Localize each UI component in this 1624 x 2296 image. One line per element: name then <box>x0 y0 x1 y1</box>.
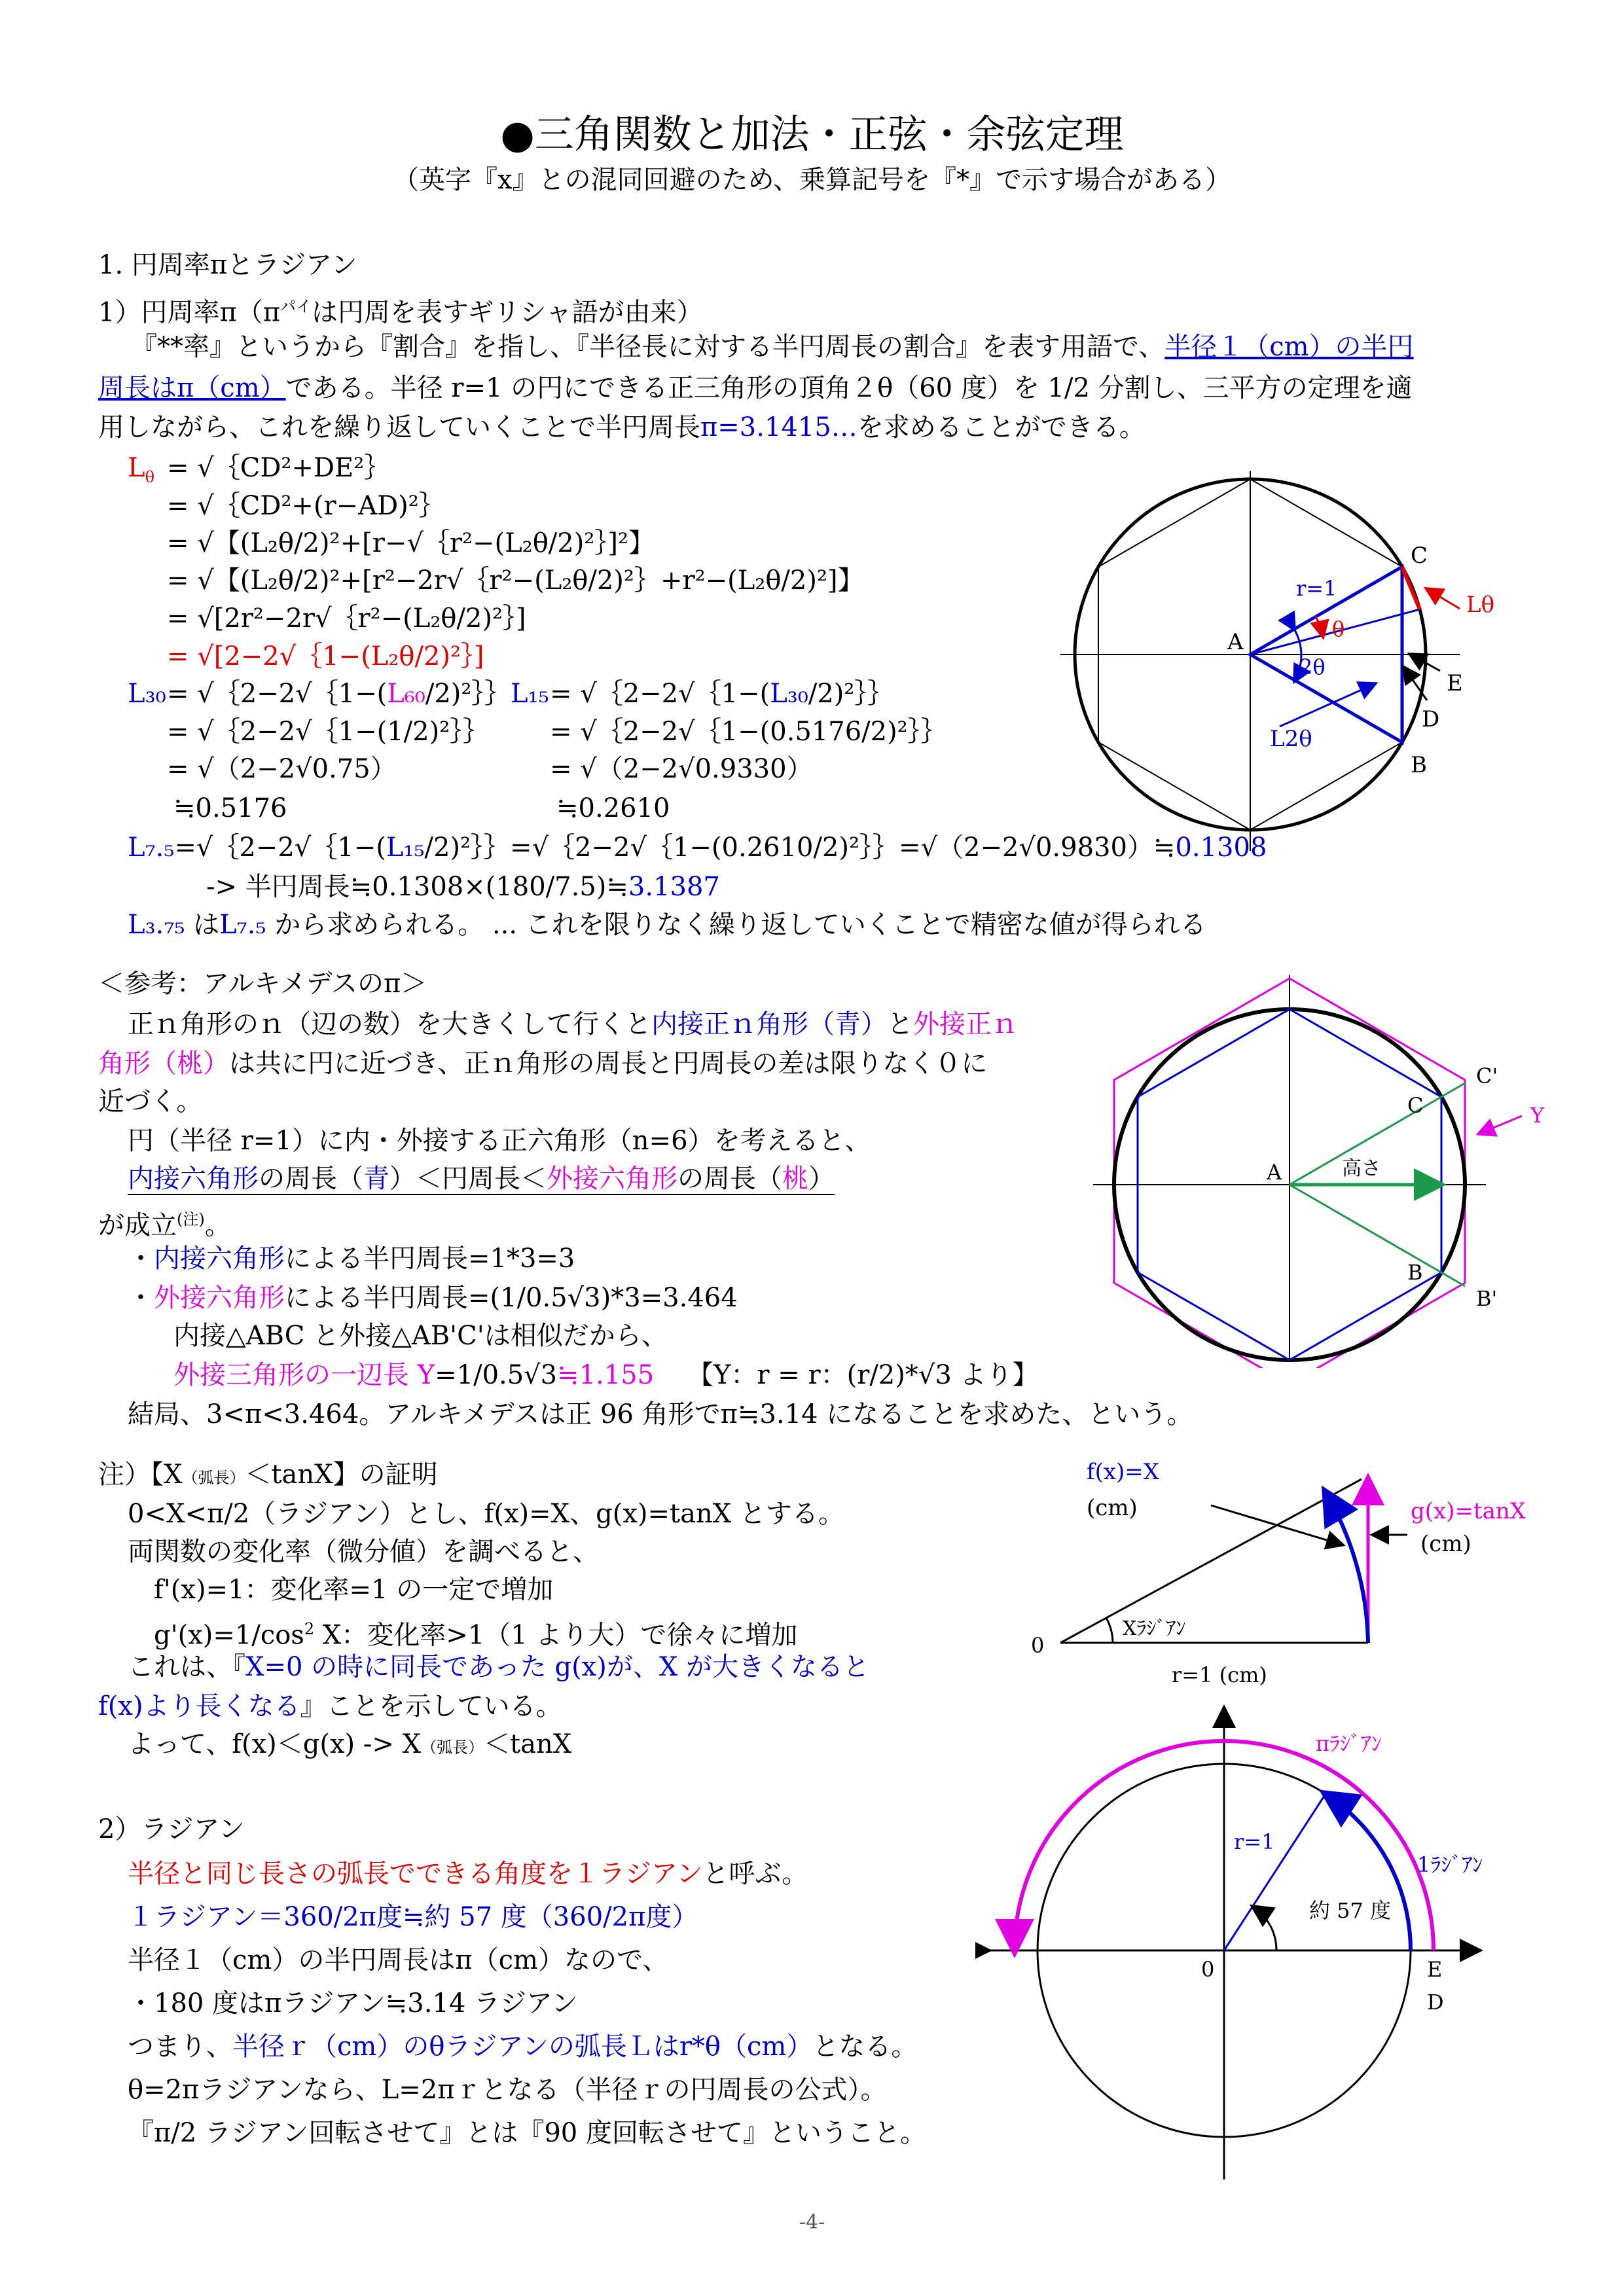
arrow-fx <box>1211 1505 1342 1545</box>
ref-line: 外接三角形の一辺長 Y=1/0.5√3≒1.155 【Y：r = r：(r/2)*√3 より】 <box>173 1360 1039 1390</box>
formula-line: = √｛CD²+(r−AD)²｝ <box>167 491 445 521</box>
note-line: よって、f(x)＜g(x) -> X（弧長）＜tanX <box>128 1729 572 1759</box>
arc-one-rad <box>1326 1794 1411 1950</box>
label-origin: 0 <box>1031 1633 1045 1658</box>
label-A: A <box>1227 629 1244 655</box>
formula-line: = √（2−2√0.9330） <box>550 754 813 784</box>
formula-line: = √｛2−2√｛1−(1/2)²｝｝ <box>167 717 490 747</box>
arc-fx <box>1326 1492 1368 1643</box>
radian-line: 半径１（cm）の半円周長はπ（cm）なので、 <box>128 1945 669 1975</box>
paragraph-line: 用しながら、これを繰り返していくことで半円周長π=3.1415…を求めることができる。 <box>98 412 1146 442</box>
label-pi-rad: πﾗｼﾞｱﾝ <box>1316 1731 1382 1756</box>
page-number: -4- <box>799 2211 825 2234</box>
label-theta: θ <box>1332 617 1345 641</box>
formula-line: ≒0.5176 <box>173 793 287 823</box>
page-title: ●三角関数と加法・正弦・余弦定理 <box>500 112 1124 158</box>
formula-line: = √｛2−2√｛1−(L₆₀/2)²｝｝ <box>167 679 511 709</box>
formula-line: = √｛2−2√｛1−(0.5176/2)²｝｝ <box>550 717 947 747</box>
label-height: 高さ <box>1342 1157 1381 1180</box>
formula-line: = √【(L₂θ/2)²+[r−√｛r²−(L₂θ/2)²｝]²】 <box>167 528 655 558</box>
formula-line: = √【(L₂θ/2)²+[r²−2r√｛r²−(L₂θ/2)²｝+r²−(L₂θ/2)²]】 <box>167 565 864 596</box>
formula-line: ≒0.2610 <box>556 793 670 823</box>
note-line: f'(x)=1：変化率=1 の一定で増加 <box>154 1575 554 1605</box>
note-heading: 注）【X（弧長）＜tanX】の証明 <box>98 1460 438 1490</box>
ref-bullet: ・内接六角形による半円周長=1*3=3 <box>128 1244 575 1274</box>
section1-heading: 1. 円周率πとラジアン <box>98 250 357 280</box>
figure-hexagon-halving <box>1041 458 1499 877</box>
angle-arc <box>1106 1618 1113 1643</box>
label-Bp: B' <box>1476 1286 1498 1311</box>
label-Y: Y <box>1530 1103 1545 1128</box>
formula-label: L₁₅ <box>511 679 549 709</box>
paragraph-line: 周長はπ（cm）である。半径 r=1 の円にできる正三角形の頂角２θ（60 度）を 1/2 分割し、三平方の定理を適 <box>98 373 1413 403</box>
page-subtitle: （英字『x』との混同回避のため、乗算記号を『*』で示す場合がある） <box>393 165 1231 195</box>
ref-line: 円（半径 r=1）に内・外接する正六角形（n=6）を考えると、 <box>128 1126 871 1156</box>
label-fx: f(x)=X <box>1087 1459 1159 1485</box>
label-r: r=1 (cm) <box>1172 1662 1267 1687</box>
formula-line: = √｛CD²+DE²｝ <box>167 453 391 483</box>
label-Cp: C' <box>1476 1064 1498 1088</box>
chord-L-theta <box>1402 567 1420 609</box>
radian-line: θ=2πラジアンなら、L=2πｒとなる（半径ｒの円周長の公式）。 <box>128 2075 887 2105</box>
note-line: f(x)より長くなる』ことを示している。 <box>98 1691 562 1721</box>
label-B: B <box>1411 752 1427 778</box>
label-C: C <box>1407 1093 1424 1118</box>
arrow-Y <box>1479 1116 1522 1134</box>
formula-line: L₃.₇₅ はL₇.₅ から求められる。 ... これを限りなく繰り返していくことで精密な値が得られる <box>128 910 1206 940</box>
figure-radian-circle <box>975 1702 1532 2186</box>
paragraph-line: 『**率』というから『割合』を指し、『半径長に対する半円周長の割合』を表す用語で、半径１（cm）の半円 <box>131 332 1414 362</box>
radian-line: 半径と同じ長さの弧長でできる角度を１ラジアンと呼ぶ。 <box>128 1859 808 1889</box>
label-C: C <box>1411 543 1428 569</box>
radian-line: 『π/2 ラジアン回転させて』とは『90 度回転させて』ということ。 <box>128 2118 926 2148</box>
figure-archimedes-hexagons <box>1080 962 1571 1368</box>
label-fx-unit: (cm) <box>1087 1495 1138 1521</box>
label-L-theta: Lθ <box>1466 592 1495 618</box>
label-gx: g(x)=tanX <box>1411 1498 1526 1524</box>
label-origin: 0 <box>1201 1957 1215 1982</box>
ref-heading: ＜参考：アルキメデスのπ＞ <box>98 969 427 999</box>
angle-theta-arc <box>1316 617 1323 636</box>
section2-heading: 2）ラジアン <box>98 1814 245 1844</box>
label-angle: Xﾗｼﾞｱﾝ <box>1123 1617 1186 1640</box>
label-gx-unit: (cm) <box>1420 1531 1471 1557</box>
label-B: B <box>1407 1260 1423 1285</box>
ref-line: 近づく。 <box>98 1086 203 1117</box>
label-approx-57: 約 57 度 <box>1309 1898 1392 1923</box>
note-line: 0<X<π/2（ラジアン）とし、f(x)=X、g(x)=tanX とする。 <box>128 1499 844 1529</box>
ref-line: 結局、3<π<3.464。アルキメデスは正 96 角形でπ≒3.14 になることを求めた、という。 <box>128 1399 1193 1429</box>
ref-line: 内接△ABC と外接△AB'C'は相似だから、 <box>173 1321 668 1351</box>
label-D: D <box>1422 706 1440 732</box>
note-line: $g'(x)=1/\cos^2$ X：変化率>1（1 より大）で徐々に増加 <box>154 1620 798 1651</box>
radius-r <box>1224 1794 1326 1950</box>
formula-label: $L_\theta$ <box>128 453 155 486</box>
ref-line: 内接六角形の周長（青）＜円周長＜外接六角形の周長（桃） <box>128 1164 835 1194</box>
label-E: E <box>1427 1957 1443 1982</box>
line-AB <box>1290 1185 1465 1286</box>
arrow-L2theta <box>1280 684 1375 726</box>
formula-line: -> 半円周長≒0.1308×(180/7.5)≒3.1387 <box>206 872 720 902</box>
formula-label: L₃₀ <box>128 679 166 709</box>
ref-line: が成立$^{(注)}$。 <box>98 1210 231 1241</box>
label-A: A <box>1267 1160 1282 1185</box>
figure-tan-proof <box>1015 1453 1591 1695</box>
note-line: これは、『X=0 の時に同長であった g(x)が、X が大きくなると <box>128 1652 870 1682</box>
label-2theta: 2θ <box>1299 655 1326 679</box>
formula-line: = √[2r²−2r√｛r²−(L₂θ/2)²｝] <box>167 603 526 634</box>
arrow-L-theta <box>1427 589 1460 609</box>
label-one-rad: 1ﾗｼﾞｱﾝ <box>1417 1852 1483 1877</box>
radian-line: ・180 度はπラジアン≒3.14 ラジアン <box>128 1988 578 2018</box>
formula-line: = √（2−2√0.75） <box>167 754 397 784</box>
label-r: r=1 <box>1234 1829 1275 1854</box>
section1-sub1: 1）円周率$\pi(\pi^{パイ}$は円周を表すギリシャ語が由来） <box>98 297 703 328</box>
ref-line: 角形（桃）は共に円に近づき、正ｎ角形の周長と円周長の差は限りなく０に <box>98 1049 988 1079</box>
label-r: r=1 <box>1296 576 1337 601</box>
ref-bullet: ・外接六角形による半円周長=(1/0.5√3)*3=3.464 <box>128 1283 738 1313</box>
formula-line: L₇.₅=√｛2−2√｛1−(L₁₅/2)²｝｝=√｛2−2√｛1−(0.2610/2)²｝｝=√（2−2√0.9830）≒0.1308 <box>128 833 1267 863</box>
radian-line: １ラジアン＝360/2π度≒約 57 度（360/2π度） <box>128 1902 698 1932</box>
angle-57-arc <box>1253 1907 1276 1950</box>
ref-line: 正ｎ角形のｎ（辺の数）を大きくして行くと内接正ｎ角形（青）と外接正ｎ <box>128 1009 1018 1039</box>
label-D: D <box>1427 1990 1444 2015</box>
label-E: E <box>1447 670 1463 696</box>
formula-line: = √[2−2√｛1−(L₂θ/2)²｝] <box>167 641 484 672</box>
radian-line: つまり、半径ｒ（cm）のθラジアンの弧長Ｌはr*θ（cm）となる。 <box>128 2032 918 2062</box>
formula-line: = √｛2−2√｛1−(L₃₀/2)²｝｝ <box>550 679 894 709</box>
note-line: 両関数の変化率（微分値）を調べると、 <box>128 1537 599 1567</box>
label-L-2theta: L2θ <box>1270 726 1312 752</box>
